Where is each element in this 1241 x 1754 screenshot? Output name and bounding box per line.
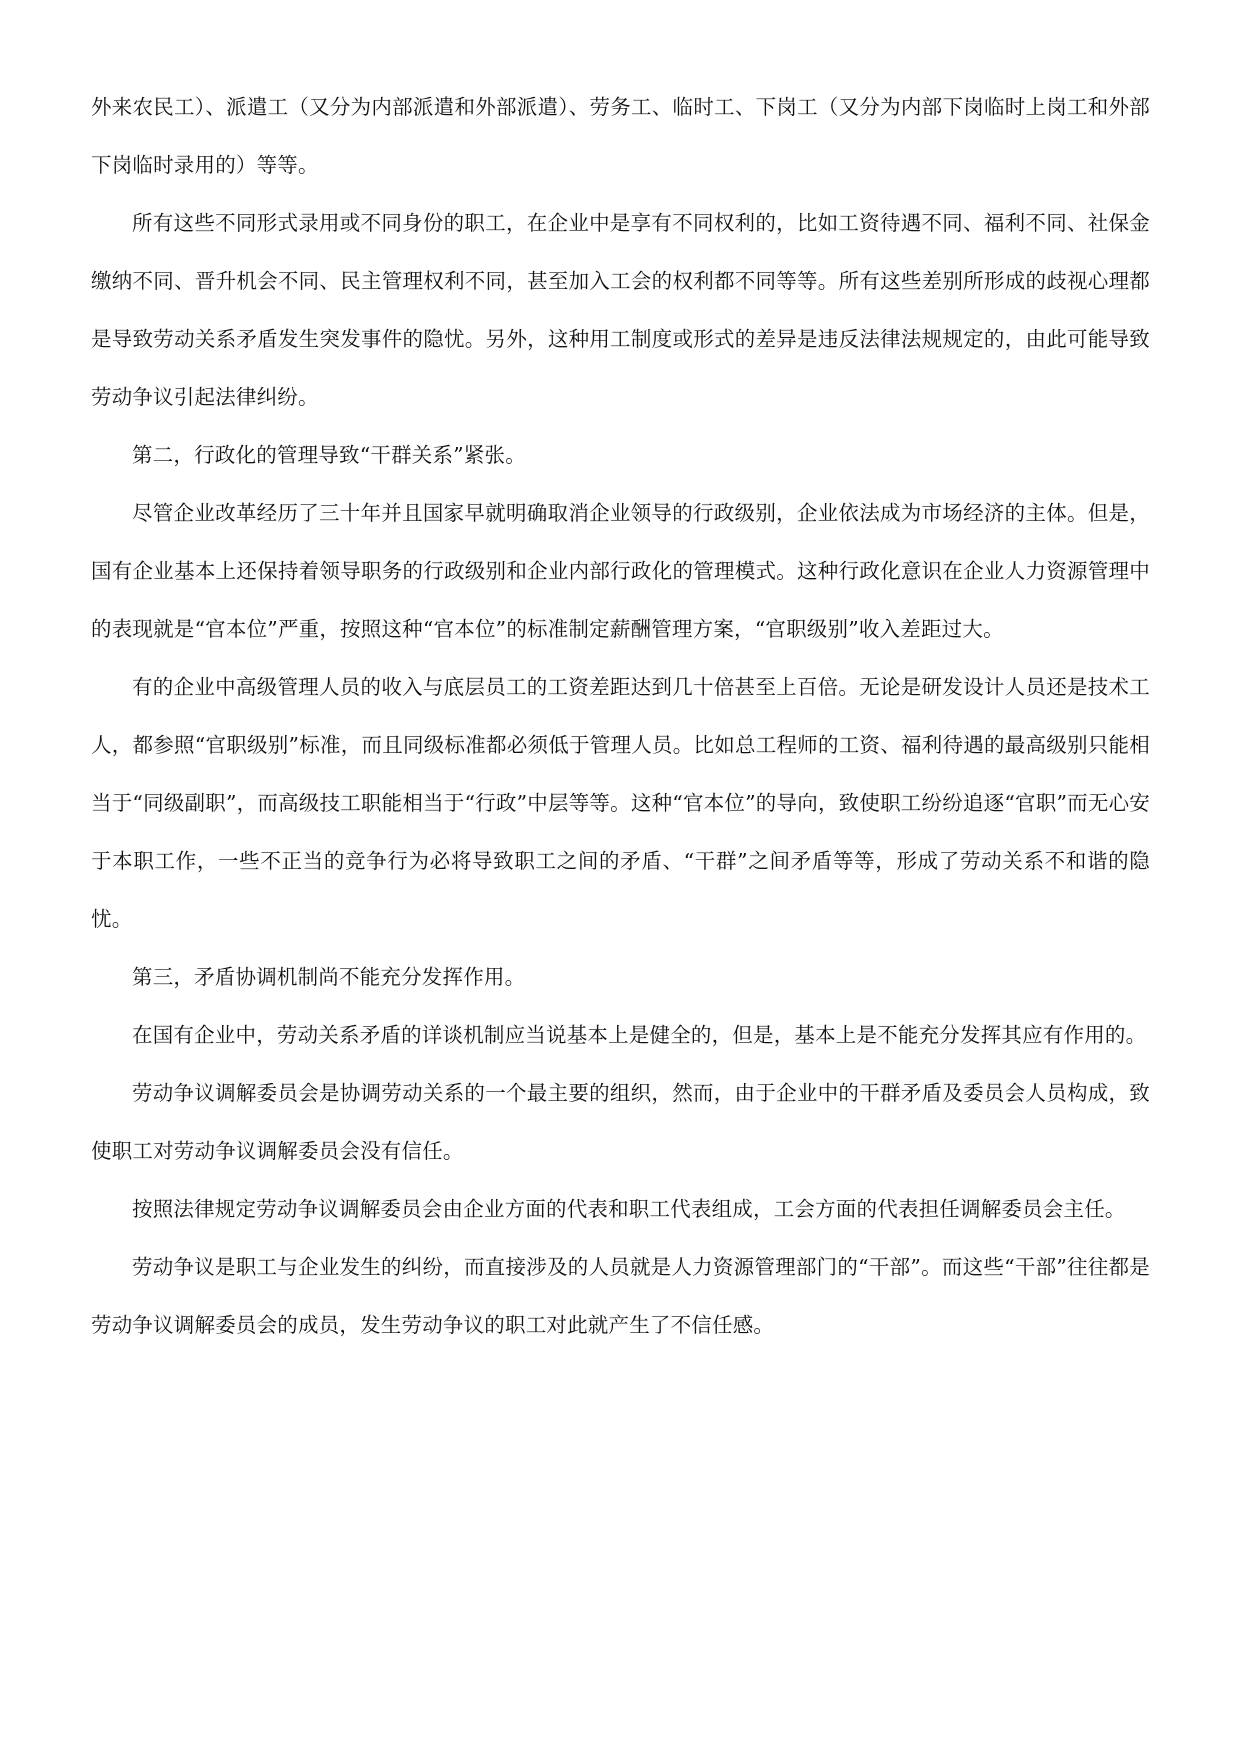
paragraph-2: 所有这些不同形式录用或不同身份的职工，在企业中是享有不同权利的，比如工资待遇不同、福利不同、社保金缴纳不同、晋升机会不同、民主管理权利不同，甚至加入工会的权利都不同等等。所有这些差别所形成的歧视心理都是导致劳动关系矛盾发生突发事件的隐忧。另外，这种用工制度或形式的差异是违反法律法规规定的，由此可能导致劳动争议引起法律纠纷。: [91, 211, 1150, 409]
paragraph-9: 按照法律规定劳动争议调解委员会由企业方面的代表和职工代表组成，工会方面的代表担任调解委员会主任。: [132, 1197, 1126, 1221]
paragraph-heading-second: 第二，行政化的管理导致“干群关系”紧张。: [132, 443, 526, 467]
paragraph-4: 尽管企业改革经历了三十年并且国家早就明确取消企业领导的行政级别，企业依法成为市场经济的主体。但是，国有企业基本上还保持着领导职务的行政级别和企业内部行政化的管理模式。这种行政化意识在企业人力资源管理中的表现就是“官本位”严重，按照这种“官本位”的标准制定薪酬管理方案，“官职级别”收入差距过大。: [91, 501, 1150, 641]
paragraph-heading-third: 第三，矛盾协调机制尚不能充分发挥作用。: [132, 965, 526, 989]
paragraph-8: 劳动争议调解委员会是协调劳动关系的一个最主要的组织，然而，由于企业中的干群矛盾及委员会人员构成，致使职工对劳动争议调解委员会没有信任。: [91, 1081, 1150, 1163]
document-body: [91, 78, 1150, 1354]
paragraph-1: 外来农民工）、派遣工（又分为内部派遣和外部派遣）、劳务工、临时工、下岗工（又分为内部下岗临时上岗工和外部下岗临时录用的）等等。: [91, 95, 1150, 177]
paragraph-10: 劳动争议是职工与企业发生的纠纷，而直接涉及的人员就是人力资源管理部门的“干部”。而这些“干部”往往都是劳动争议调解委员会的成员，发生劳动争议的职工对此就产生了不信任感。: [91, 1255, 1150, 1337]
paragraph-5: 有的企业中高级管理人员的收入与底层员工的工资差距达到几十倍甚至上百倍。无论是研发设计人员还是技术工人，都参照“官职级别”标准，而且同级标准都必须低于管理人员。比如总工程师的工资、福利待遇的最高级别只能相当于“同级副职”，而高级技工职能相当于“行政”中层等等。这种“官本位”的导向，致使职工纷纷追逐“官职”而无心安于本职工作，一些不正当的竞争行为必将导致职工之间的矛盾、“干群”之间矛盾等等，形成了劳动关系不和谐的隐忧。: [91, 675, 1150, 931]
paragraph-7: 在国有企业中，劳动关系矛盾的详谈机制应当说基本上是健全的，但是，基本上是不能充分发挥其应有作用的。: [132, 1023, 1147, 1047]
